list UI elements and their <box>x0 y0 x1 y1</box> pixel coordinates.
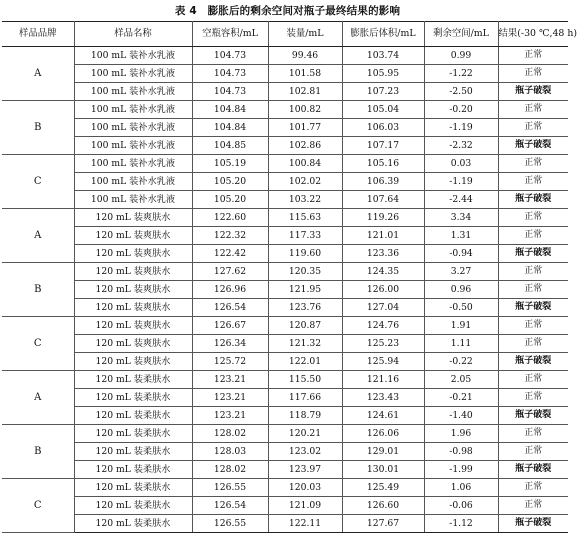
empty-volume-cell: 104.84 <box>192 101 268 119</box>
expanded-volume-cell: 123.36 <box>342 245 424 263</box>
result-cell: 瓶子破裂 <box>498 137 568 155</box>
expanded-volume-cell: 106.39 <box>342 173 424 191</box>
result-cell: 正常 <box>498 479 568 497</box>
table-row <box>2 101 568 119</box>
fill-volume-cell: 101.58 <box>268 65 342 83</box>
table-row <box>2 209 568 227</box>
empty-volume-cell: 126.96 <box>192 281 268 299</box>
expanded-volume-cell: 105.04 <box>342 101 424 119</box>
sample-name-cell: 100 mL 装补水乳液 <box>74 83 192 101</box>
sample-name-cell: 120 mL 装柔肤水 <box>74 479 192 497</box>
expanded-volume-cell: 106.03 <box>342 119 424 137</box>
empty-volume-cell: 105.20 <box>192 173 268 191</box>
brand-cell: C <box>2 479 74 533</box>
expanded-volume-cell: 125.49 <box>342 479 424 497</box>
result-cell: 正常 <box>498 209 568 227</box>
remaining-space-cell: -1.40 <box>424 407 498 425</box>
empty-volume-cell: 104.85 <box>192 137 268 155</box>
empty-volume-cell: 126.67 <box>192 317 268 335</box>
table-row <box>2 353 568 371</box>
empty-volume-cell: 122.32 <box>192 227 268 245</box>
table-row <box>2 371 568 389</box>
header-row <box>2 22 568 47</box>
table-row <box>2 65 568 83</box>
table-row <box>2 245 568 263</box>
sample-name-cell: 120 mL 装爽肤水 <box>74 317 192 335</box>
sample-name-cell: 120 mL 装爽肤水 <box>74 299 192 317</box>
result-cell: 瓶子破裂 <box>498 461 568 479</box>
remaining-space-cell: 2.05 <box>424 371 498 389</box>
result-cell: 正常 <box>498 443 568 461</box>
table-header <box>2 22 577 47</box>
empty-volume-cell: 105.20 <box>192 191 268 209</box>
remaining-space-cell: 0.99 <box>424 47 498 65</box>
fill-volume-cell: 101.77 <box>268 119 342 137</box>
header-remaining-space: 剩余空间/mL <box>424 22 498 47</box>
sample-name-cell: 100 mL 装补水乳液 <box>74 137 192 155</box>
table-row <box>2 155 568 173</box>
result-cell: 瓶子破裂 <box>498 83 568 101</box>
sample-name-cell: 120 mL 装柔肤水 <box>74 425 192 443</box>
table-row <box>2 191 568 209</box>
table-row <box>2 497 568 515</box>
expanded-volume-cell: 107.64 <box>342 191 424 209</box>
sample-name-cell: 120 mL 装爽肤水 <box>74 209 192 227</box>
table-row <box>2 335 568 353</box>
result-cell: 瓶子破裂 <box>498 245 568 263</box>
expanded-volume-cell: 121.01 <box>342 227 424 245</box>
expanded-volume-cell: 124.61 <box>342 407 424 425</box>
remaining-space-cell: -1.22 <box>424 65 498 83</box>
empty-volume-cell: 105.19 <box>192 155 268 173</box>
result-cell: 正常 <box>498 65 568 83</box>
sample-name-cell: 100 mL 装补水乳液 <box>74 47 192 65</box>
expanded-volume-cell: 107.23 <box>342 83 424 101</box>
remaining-space-cell: 1.31 <box>424 227 498 245</box>
table-caption: 表 4 膨胀后的剩余空间对瓶子最终结果的影响 <box>174 5 401 17</box>
empty-volume-cell: 126.54 <box>192 299 268 317</box>
remaining-space-cell: 0.03 <box>424 155 498 173</box>
remaining-space-cell: -1.12 <box>424 515 498 533</box>
sample-name-cell: 120 mL 装柔肤水 <box>74 443 192 461</box>
expanded-volume-cell: 123.43 <box>342 389 424 407</box>
brand-cell: A <box>2 209 74 263</box>
result-cell: 正常 <box>498 227 568 245</box>
table-row <box>2 83 568 101</box>
result-cell: 瓶子破裂 <box>498 407 568 425</box>
fill-volume-cell: 120.87 <box>268 317 342 335</box>
empty-volume-cell: 128.03 <box>192 443 268 461</box>
remaining-space-cell: 1.11 <box>424 335 498 353</box>
table-row <box>2 389 568 407</box>
table-row <box>2 407 568 425</box>
remaining-space-cell: -2.44 <box>424 191 498 209</box>
fill-volume-cell: 119.60 <box>268 245 342 263</box>
remaining-space-cell: 3.27 <box>424 263 498 281</box>
remaining-space-cell: -2.32 <box>424 137 498 155</box>
result-cell: 瓶子破裂 <box>498 191 568 209</box>
expanded-volume-cell: 107.17 <box>342 137 424 155</box>
table-row <box>2 425 568 443</box>
expanded-volume-cell: 127.04 <box>342 299 424 317</box>
result-cell: 瓶子破裂 <box>498 353 568 371</box>
sample-name-cell: 120 mL 装柔肤水 <box>74 389 192 407</box>
empty-volume-cell: 122.60 <box>192 209 268 227</box>
fill-volume-cell: 115.50 <box>268 371 342 389</box>
table-row <box>2 299 568 317</box>
empty-volume-cell: 126.34 <box>192 335 268 353</box>
fill-volume-cell: 102.86 <box>268 137 342 155</box>
fill-volume-cell: 123.02 <box>268 443 342 461</box>
fill-volume-cell: 100.84 <box>268 155 342 173</box>
result-cell: 正常 <box>498 281 568 299</box>
empty-volume-cell: 123.21 <box>192 389 268 407</box>
fill-volume-cell: 120.03 <box>268 479 342 497</box>
empty-volume-cell: 104.73 <box>192 83 268 101</box>
result-cell: 正常 <box>498 155 568 173</box>
result-cell: 正常 <box>498 335 568 353</box>
result-cell: 正常 <box>498 389 568 407</box>
result-cell: 瓶子破裂 <box>498 515 568 533</box>
result-cell: 正常 <box>498 371 568 389</box>
empty-volume-cell: 127.62 <box>192 263 268 281</box>
result-cell: 正常 <box>498 47 568 65</box>
fill-volume-cell: 121.09 <box>268 497 342 515</box>
expanded-volume-cell: 126.60 <box>342 497 424 515</box>
sample-name-cell: 120 mL 装柔肤水 <box>74 515 192 533</box>
brand-cell: A <box>2 47 74 101</box>
expanded-volume-cell: 119.26 <box>342 209 424 227</box>
fill-volume-cell: 102.02 <box>268 173 342 191</box>
table-row <box>2 263 568 281</box>
brand-cell: B <box>2 425 74 479</box>
sample-name-cell: 100 mL 装补水乳液 <box>74 173 192 191</box>
fill-volume-cell: 120.21 <box>268 425 342 443</box>
fill-volume-cell: 117.33 <box>268 227 342 245</box>
result-cell: 正常 <box>498 119 568 137</box>
expanded-volume-cell: 125.94 <box>342 353 424 371</box>
sample-name-cell: 100 mL 装补水乳液 <box>74 101 192 119</box>
expanded-volume-cell: 130.01 <box>342 461 424 479</box>
table-row <box>2 227 568 245</box>
fill-volume-cell: 123.97 <box>268 461 342 479</box>
fill-volume-cell: 117.66 <box>268 389 342 407</box>
header-fill-volume: 装量/mL <box>268 22 342 47</box>
empty-volume-cell: 126.54 <box>192 497 268 515</box>
brand-cell: C <box>2 155 74 209</box>
sample-name-cell: 100 mL 装补水乳液 <box>74 119 192 137</box>
remaining-space-cell: -0.06 <box>424 497 498 515</box>
remaining-space-cell: -0.20 <box>424 101 498 119</box>
sample-name-cell: 120 mL 装爽肤水 <box>74 263 192 281</box>
fill-volume-cell: 100.82 <box>268 101 342 119</box>
result-cell: 正常 <box>498 317 568 335</box>
header-expanded-volume: 膨胀后体积/mL <box>342 22 424 47</box>
expanded-volume-cell: 126.00 <box>342 281 424 299</box>
table-row <box>2 47 568 65</box>
expanded-volume-cell: 127.67 <box>342 515 424 533</box>
sample-name-cell: 120 mL 装柔肤水 <box>74 407 192 425</box>
empty-volume-cell: 128.02 <box>192 425 268 443</box>
brand-cell: B <box>2 101 74 155</box>
sample-name-cell: 120 mL 装爽肤水 <box>74 281 192 299</box>
fill-volume-cell: 122.11 <box>268 515 342 533</box>
sample-name-cell: 100 mL 装补水乳液 <box>74 155 192 173</box>
fill-volume-cell: 115.63 <box>268 209 342 227</box>
remaining-space-cell: 1.91 <box>424 317 498 335</box>
remaining-space-cell: -1.99 <box>424 461 498 479</box>
result-cell: 正常 <box>498 263 568 281</box>
remaining-space-cell: 1.96 <box>424 425 498 443</box>
header-empty-volume: 空瓶容积/mL <box>192 22 268 47</box>
empty-volume-cell: 128.02 <box>192 461 268 479</box>
remaining-space-cell: 3.34 <box>424 209 498 227</box>
remaining-space-cell: -1.19 <box>424 173 498 191</box>
empty-volume-cell: 126.55 <box>192 479 268 497</box>
fill-volume-cell: 121.95 <box>268 281 342 299</box>
remaining-space-cell: -2.50 <box>424 83 498 101</box>
fill-volume-cell: 103.22 <box>268 191 342 209</box>
result-cell: 正常 <box>498 425 568 443</box>
result-cell: 正常 <box>498 173 568 191</box>
fill-volume-cell: 123.76 <box>268 299 342 317</box>
results-table <box>2 21 577 533</box>
table-row <box>2 119 568 137</box>
fill-volume-cell: 120.35 <box>268 263 342 281</box>
result-cell: 瓶子破裂 <box>498 299 568 317</box>
remaining-space-cell: 0.96 <box>424 281 498 299</box>
result-cell: 正常 <box>498 497 568 515</box>
header-result: 结果(-30 ℃,48 h) <box>498 22 568 47</box>
expanded-volume-cell: 129.01 <box>342 443 424 461</box>
expanded-volume-cell: 103.74 <box>342 47 424 65</box>
sample-name-cell: 120 mL 装爽肤水 <box>74 245 192 263</box>
sample-name-cell: 120 mL 装柔肤水 <box>74 461 192 479</box>
remaining-space-cell: -0.50 <box>424 299 498 317</box>
table-row <box>2 173 568 191</box>
empty-volume-cell: 104.73 <box>192 65 268 83</box>
expanded-volume-cell: 126.06 <box>342 425 424 443</box>
sample-name-cell: 100 mL 装补水乳液 <box>74 191 192 209</box>
empty-volume-cell: 104.84 <box>192 119 268 137</box>
expanded-volume-cell: 125.23 <box>342 335 424 353</box>
sample-name-cell: 120 mL 装柔肤水 <box>74 497 192 515</box>
expanded-volume-cell: 124.76 <box>342 317 424 335</box>
table-row <box>2 461 568 479</box>
fill-volume-cell: 118.79 <box>268 407 342 425</box>
fill-volume-cell: 121.32 <box>268 335 342 353</box>
remaining-space-cell: -0.21 <box>424 389 498 407</box>
remaining-space-cell: -0.22 <box>424 353 498 371</box>
remaining-space-cell: -0.98 <box>424 443 498 461</box>
empty-volume-cell: 125.72 <box>192 353 268 371</box>
sample-name-cell: 120 mL 装爽肤水 <box>74 353 192 371</box>
table-row <box>2 317 568 335</box>
remaining-space-cell: -1.19 <box>424 119 498 137</box>
expanded-volume-cell: 121.16 <box>342 371 424 389</box>
empty-volume-cell: 123.21 <box>192 407 268 425</box>
table-row <box>2 281 568 299</box>
remaining-space-cell: 1.06 <box>424 479 498 497</box>
expanded-volume-cell: 124.35 <box>342 263 424 281</box>
brand-cell: A <box>2 371 74 425</box>
result-cell: 正常 <box>498 101 568 119</box>
empty-volume-cell: 123.21 <box>192 371 268 389</box>
sample-name-cell: 120 mL 装柔肤水 <box>74 371 192 389</box>
brand-cell: B <box>2 263 74 317</box>
fill-volume-cell: 99.46 <box>268 47 342 65</box>
table-row <box>2 443 568 461</box>
empty-volume-cell: 104.73 <box>192 47 268 65</box>
expanded-volume-cell: 105.95 <box>342 65 424 83</box>
table-row <box>2 137 568 155</box>
empty-volume-cell: 122.42 <box>192 245 268 263</box>
sample-name-cell: 120 mL 装爽肤水 <box>74 227 192 245</box>
table-body <box>2 47 568 533</box>
brand-cell: C <box>2 317 74 371</box>
expanded-volume-cell: 105.16 <box>342 155 424 173</box>
table-row <box>2 515 568 533</box>
header-sample-name: 样品名称 <box>74 22 192 47</box>
sample-name-cell: 100 mL 装补水乳液 <box>74 65 192 83</box>
sample-name-cell: 120 mL 装爽肤水 <box>74 335 192 353</box>
fill-volume-cell: 102.81 <box>268 83 342 101</box>
remaining-space-cell: -0.94 <box>424 245 498 263</box>
table-row <box>2 479 568 497</box>
header-brand: 样品品牌 <box>2 22 74 47</box>
empty-volume-cell: 126.55 <box>192 515 268 533</box>
fill-volume-cell: 122.01 <box>268 353 342 371</box>
